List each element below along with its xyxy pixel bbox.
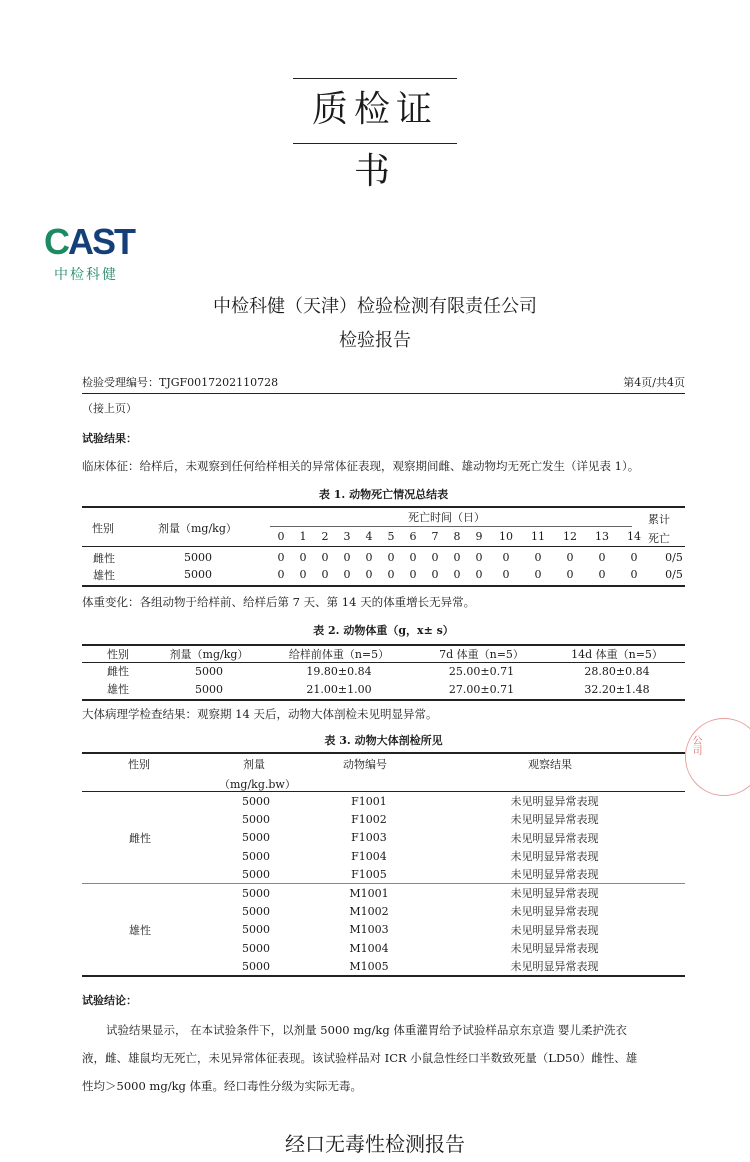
day-header: 14 (627, 530, 641, 543)
death-count-cell: 0 (321, 568, 329, 581)
day-header: 12 (563, 530, 577, 543)
day-header: 0 (277, 530, 285, 543)
death-count-cell: 0 (321, 551, 329, 564)
table3-header-sex: 性别 (128, 758, 150, 771)
table3-observation-cell: 未见明显异常表现 (510, 887, 599, 901)
table3-male-group (82, 884, 685, 975)
death-count-cell: 0 (387, 551, 395, 564)
death-count-cell: 0 (630, 568, 638, 581)
death-count-cell: 0 (566, 568, 574, 581)
table2-header-cell: 14d 体重（n=5） (571, 648, 663, 661)
day-header: 10 (499, 530, 513, 543)
table2 (82, 646, 685, 698)
table1-header-death-time: 死亡时间（日） (408, 511, 485, 524)
death-count-cell: 0 (453, 568, 461, 581)
logo-mark: CAST (44, 221, 134, 262)
table3-animal-id-cell: F1003 (351, 831, 387, 845)
dose-cell: 5000 (184, 551, 212, 564)
table3-observation-cell: 未见明显异常表现 (510, 868, 599, 882)
table2-cell: 19.80±0.84 (306, 664, 372, 678)
table2-cell: 27.00±0.71 (448, 682, 515, 696)
results-heading: 试验结果： (82, 432, 137, 445)
table-row (82, 566, 698, 583)
table3-dose-cell: 5000 (242, 923, 270, 937)
conclusion-line-2: 液，雌、雄鼠均无死亡，未见异常体征表现。该试验样品对 ICR 小鼠急性经口半数致死量（LD50）雌性、雄 (82, 1051, 638, 1065)
table3-sex-cell: 雄性 (129, 923, 151, 937)
table2-cell: 5000 (195, 682, 223, 696)
table2-cell: 雄性 (107, 683, 129, 696)
death-count-cell: 0 (299, 568, 307, 581)
table3-observation-cell: 未见明显异常表现 (510, 960, 599, 974)
death-count-cell: 0 (453, 551, 461, 564)
table3-header-animal-id: 动物编号 (343, 758, 387, 771)
day-header: 9 (475, 530, 483, 543)
table3-dose-cell: 5000 (242, 831, 270, 845)
death-count-cell: 0 (277, 568, 285, 581)
death-count-cell: 0 (365, 551, 373, 564)
table3-dose-cell: 5000 (242, 941, 270, 955)
report-meta (82, 374, 685, 394)
death-count-cell: 0 (475, 551, 483, 564)
table3-dose-cell: 5000 (242, 812, 270, 826)
day-header: 5 (387, 530, 395, 543)
dose-cell: 5000 (184, 568, 212, 581)
conclusion-line-3: 性均＞5000 mg/kg 体重。经口毒性分级为实际无毒。 (82, 1079, 363, 1093)
table3-observation-cell: 未见明显异常表现 (510, 942, 599, 956)
report-title: 检验报告 (339, 330, 411, 351)
table2-cell: 5000 (195, 664, 223, 678)
table2-cell: 21.00±1.00 (306, 682, 372, 696)
table3-observation-cell: 未见明显异常表现 (510, 795, 599, 809)
death-count-cell: 0 (431, 551, 439, 564)
day-header: 4 (365, 530, 373, 543)
page-number: 第4页/共4页 (623, 376, 685, 389)
death-count-cell: 0 (277, 551, 285, 564)
table3-female-group (82, 792, 685, 883)
company-name: 中检科健（天津）检验检测有限责任公司 (213, 296, 537, 317)
death-count-cell: 0 (534, 551, 542, 564)
table3-animal-id-cell: M1003 (349, 923, 389, 937)
table1-header-sex: 性别 (92, 522, 114, 535)
footer-caption: 经口无毒性检测报告 (285, 1132, 465, 1156)
table2-caption: 表 2. 动物体重（g，x± s） (313, 624, 454, 637)
table3-caption: 表 3. 动物大体剖检所见 (324, 734, 443, 747)
table3-dose-cell: 5000 (242, 886, 270, 900)
sex-cell: 雌性 (93, 551, 115, 565)
table3-observation-cell: 未见明显异常表现 (510, 831, 599, 845)
clinical-signs-text: 临床体征：给样后，未观察到任何给样相关的异常体征表现，观察期间雌、雄动物均无死亡发生（详见表 1）。 (82, 459, 640, 473)
table3-dose-cell: 5000 (242, 794, 270, 808)
table3-header-dose: 剂量 (243, 758, 265, 771)
cumulative-cell: 0/5 (665, 568, 683, 581)
death-count-cell: 0 (566, 551, 574, 564)
table1-header-dose: 剂量（mg/kg） (158, 522, 237, 535)
table3-dose-cell: 5000 (242, 904, 270, 918)
table2-header-cell: 给样前体重（n=5） (288, 648, 390, 661)
table-row (82, 680, 685, 698)
death-count-cell: 0 (343, 551, 351, 564)
table3-header-observation: 观察结果 (528, 758, 572, 771)
table2-header-cell: 7d 体重（n=5） (439, 648, 524, 661)
weight-change-text: 体重变化：各组动物于给样前、给样后第 7 天、第 14 天的体重增长无异常。 (82, 595, 476, 609)
table2-cell: 32.20±1.48 (584, 682, 650, 696)
table2-header-cell: 性别 (107, 648, 129, 661)
death-count-cell: 0 (502, 551, 510, 564)
table-row (82, 792, 685, 810)
pathology-text: 大体病理学检查结果：观察期 14 天后，动物大体剖检未见明显异常。 (82, 707, 438, 721)
certificate-title-box (293, 78, 457, 192)
cumulative-cell: 0/5 (665, 551, 683, 564)
table2-cell: 25.00±0.71 (448, 664, 515, 678)
table-row (82, 884, 685, 902)
table3-observation-cell: 未见明显异常表现 (510, 813, 599, 827)
table-row (82, 662, 685, 680)
official-seal (685, 718, 750, 796)
acceptance-number: 检验受理编号：TJGF0017202110728 (82, 376, 279, 389)
table3-dose-cell: 5000 (242, 959, 270, 973)
death-count-cell: 0 (409, 568, 417, 581)
table2-cell: 雌性 (107, 665, 129, 678)
death-count-cell: 0 (431, 568, 439, 581)
death-count-cell: 0 (387, 568, 395, 581)
seal-text: 公司 (690, 735, 701, 755)
table3-dose-cell: 5000 (242, 867, 270, 881)
table3-animal-id-cell: F1002 (351, 812, 387, 826)
day-header: 1 (299, 530, 307, 543)
table3-observation-cell: 未见明显异常表现 (510, 850, 599, 864)
conclusion-line-1: 试验结果显示， 在本试验条件下，以剂量 5000 mg/kg 体重灌胃给予试验样品京东京造 婴儿柔护洗衣 (106, 1023, 628, 1037)
day-header: 13 (595, 530, 609, 543)
table1-caption: 表 1. 动物死亡情况总结表 (318, 488, 449, 501)
table3-animal-id-cell: M1002 (349, 904, 389, 918)
death-count-cell: 0 (598, 568, 606, 581)
table3-animal-id-cell: M1004 (349, 941, 389, 955)
death-count-cell: 0 (630, 551, 638, 564)
death-count-cell: 0 (598, 551, 606, 564)
table1-days-row (270, 530, 650, 543)
table3-animal-id-cell: F1005 (351, 867, 387, 881)
day-header: 3 (343, 530, 351, 543)
table2-cell: 28.80±0.84 (584, 664, 650, 678)
death-count-cell: 0 (475, 568, 483, 581)
day-header: 8 (453, 530, 461, 543)
table3-observation-cell: 未见明显异常表现 (510, 905, 599, 919)
death-count-cell: 0 (343, 568, 351, 581)
death-count-cell: 0 (534, 568, 542, 581)
table2-header-cell: 剂量（mg/kg） (169, 648, 249, 661)
table3-dose-cell: 5000 (242, 849, 270, 863)
day-header: 11 (531, 530, 545, 543)
day-header: 2 (321, 530, 329, 543)
day-header: 6 (409, 530, 417, 543)
continued-note: （接上页） (82, 402, 137, 415)
cast-logo (44, 221, 134, 284)
death-count-cell: 0 (365, 568, 373, 581)
death-count-cell: 0 (502, 568, 510, 581)
death-count-cell: 0 (299, 551, 307, 564)
table1-body (82, 549, 698, 583)
certificate-title: 质检证书 (311, 89, 438, 192)
death-count-cell: 0 (409, 551, 417, 564)
table1-header-cum1: 累计 (648, 513, 670, 526)
table-row (82, 549, 698, 566)
table3-animal-id-cell: M1001 (349, 886, 389, 900)
sex-cell: 雄性 (93, 568, 115, 582)
table3-animal-id-cell: F1004 (351, 849, 387, 863)
logo-subtitle: 中检科健 (54, 267, 118, 283)
table3-dose-unit: （mg/kg.bw） (219, 778, 296, 791)
table3-animal-id-cell: M1005 (349, 959, 389, 973)
conclusion-heading: 试验结论： (82, 994, 137, 1007)
table1-header-cum2: 死亡 (648, 532, 670, 545)
table3-animal-id-cell: F1001 (351, 794, 387, 808)
day-header: 7 (431, 530, 439, 543)
table3-sex-cell: 雌性 (129, 831, 151, 845)
table3-observation-cell: 未见明显异常表现 (510, 923, 599, 937)
